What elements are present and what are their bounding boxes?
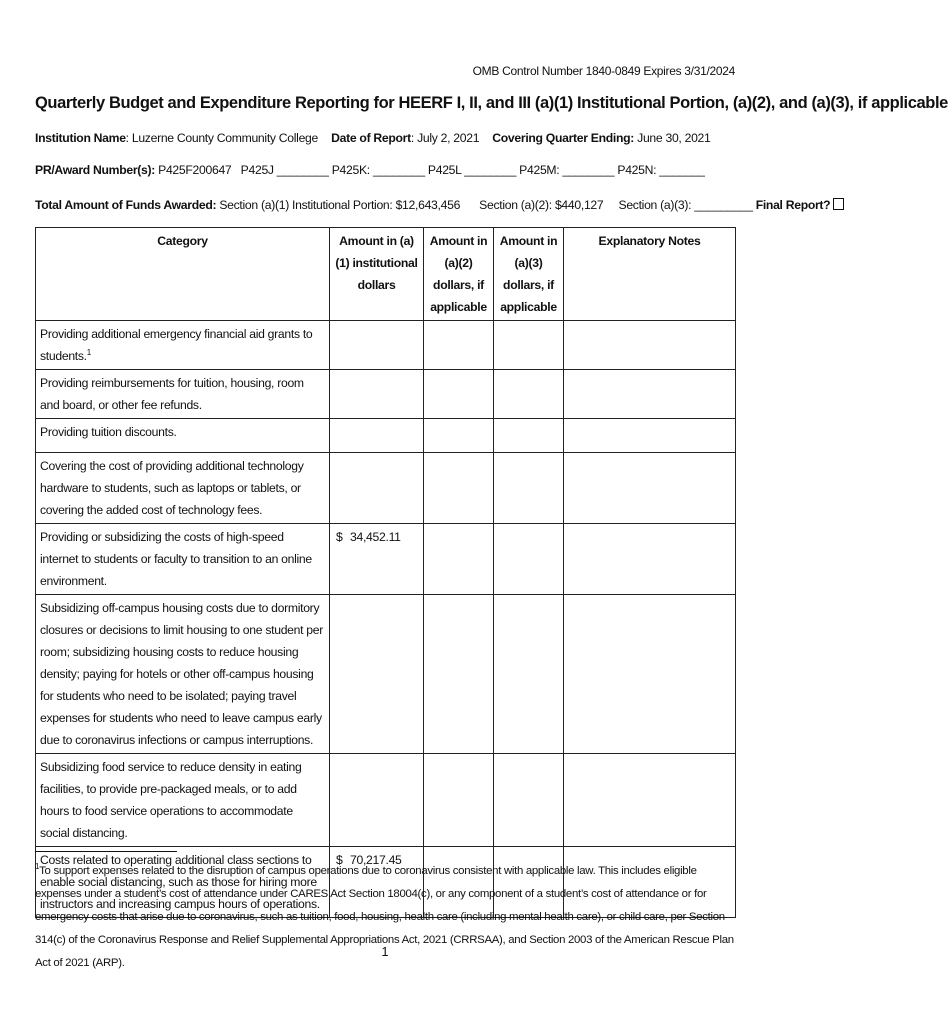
amount-a3-cell[interactable] (494, 370, 564, 419)
amount-a1-cell[interactable] (330, 321, 424, 370)
header-category: Category (36, 228, 330, 321)
header-explanatory-notes: Explanatory Notes (564, 228, 736, 321)
notes-cell[interactable] (564, 419, 736, 453)
institution-name-label: Institution Name (35, 131, 126, 145)
covering-quarter-label: Covering Quarter Ending: (492, 131, 635, 145)
section-a1-total: Section (a)(1) Institutional Portion: $12,643,456 (216, 198, 461, 212)
category-cell: Subsidizing off-campus housing costs due to dormitory closures or decisions to limit housing to one student per room; subsidizing housing costs to reduce housing density; paying for hotels or other off-campus housing for students who need to be isolated; paying travel expenses for students who need to leave campus early due to coronavirus infections or campus interruptions. (36, 595, 330, 754)
table-row (36, 419, 736, 453)
footnote-text: To support expenses related to the disruption of campus operations due to coronavirus consistent with applicable law. This includes eligible expenses under a student’s cost of attendance under CARES Act Section 18004(c), or any component of a student’s cost of attendance or for emergency costs that arise due to coronavirus, such as tuition, food, housing, health care (including mental health care), or child care, per Section 314(c) of the Coronavirus Response and Relief Supplemental Appropriations Act, 2021 (CRRSAA), and Section 2003 of the American Rescue Plan Act of 2021 (ARP). (35, 865, 734, 969)
category-cell: Providing or subsidizing the costs of high-speed internet to students or faculty to transition to an online environment. (36, 524, 330, 595)
page-number: 1 (381, 944, 389, 959)
amount-a2-cell[interactable] (424, 321, 494, 370)
date-of-report-label: Date of Report (331, 131, 411, 145)
covering-quarter-value: June 30, 2021 (634, 131, 711, 145)
total-funds-line (35, 198, 844, 212)
table-header-row (36, 228, 736, 321)
table-row (36, 453, 736, 524)
amount-a1-cell[interactable]: $ 34,452.11 (330, 524, 424, 595)
omb-control-number: OMB Control Number 1840-0849 Expires 3/31/2024 (472, 64, 735, 78)
amount-a1-cell[interactable] (330, 453, 424, 524)
amount-a2-cell[interactable] (424, 370, 494, 419)
footnote-marker: 1 (86, 348, 91, 357)
notes-cell[interactable] (564, 370, 736, 419)
total-funds-label: Total Amount of Funds Awarded: (35, 198, 217, 212)
amount-a1-cell[interactable]: $ 70,217.45 (330, 847, 424, 918)
section-a2-total: Section (a)(2): $440,127 (479, 198, 604, 212)
budget-table (35, 227, 736, 918)
page-title: Quarterly Budget and Expenditure Reporting for HEERF I, II, and III (a)(1) Institutional Portion, (a)(2), and (a)(3), if applicable (35, 94, 948, 112)
institution-name-value: : Luzerne County Community College (125, 131, 319, 145)
amount-a2-cell[interactable] (424, 754, 494, 847)
award-numbers-label: PR/Award Number(s): (35, 163, 156, 177)
notes-cell[interactable] (564, 595, 736, 754)
category-cell: Providing tuition discounts. (36, 419, 330, 453)
award-numbers-value: P425F200647 P425J ________ P425K: ________ P425L ________ P425M: ________ P425N: _______ (155, 163, 705, 177)
amount-a3-cell[interactable] (494, 419, 564, 453)
table-row (36, 321, 736, 370)
category-cell: Covering the cost of providing additional technology hardware to students, such as laptops or tablets, or covering the added cost of technology fees. (36, 453, 330, 524)
footnote-number: 1 (35, 862, 40, 871)
amount-a3-cell[interactable] (494, 524, 564, 595)
date-of-report-value: : July 2, 2021 (410, 131, 480, 145)
amount-a1-cell[interactable] (330, 595, 424, 754)
category-cell: Subsidizing food service to reduce density in eating facilities, to provide pre-packaged meals, or to add hours to food service operations to accommodate social distancing. (36, 754, 330, 847)
category-cell: Providing reimbursements for tuition, housing, room and board, or other fee refunds. (36, 370, 330, 419)
amount-a3-cell[interactable] (494, 754, 564, 847)
notes-cell[interactable] (564, 453, 736, 524)
amount-a2-cell[interactable] (424, 524, 494, 595)
final-report-label: Final Report? (755, 198, 831, 212)
final-report-checkbox[interactable] (833, 198, 844, 210)
amount-a2-cell[interactable] (424, 453, 494, 524)
table-row (36, 595, 736, 754)
table-row (36, 524, 736, 595)
amount-a3-cell[interactable] (494, 453, 564, 524)
institution-line (35, 131, 711, 145)
amount-a2-cell[interactable] (424, 419, 494, 453)
notes-cell[interactable] (564, 524, 736, 595)
amount-a1-cell[interactable] (330, 370, 424, 419)
amount-a3-cell[interactable] (494, 595, 564, 754)
table-row (36, 370, 736, 419)
header-amount-a3: Amount in (a)(3) dollars, if applicable (494, 228, 564, 321)
table-row (36, 754, 736, 847)
award-line (35, 163, 705, 177)
section-a3-total: Section (a)(3): _________ (618, 198, 753, 212)
category-cell: Costs related to operating additional class sections to enable social distancing, such as those for hiring more instructors and increasing campus hours of operations. (36, 847, 330, 918)
notes-cell[interactable] (564, 321, 736, 370)
notes-cell[interactable] (564, 754, 736, 847)
amount-a3-cell[interactable] (494, 321, 564, 370)
footnote-divider (35, 851, 177, 852)
amount-a2-cell[interactable] (424, 595, 494, 754)
amount-a1-cell[interactable] (330, 419, 424, 453)
header-amount-a1: Amount in (a)(1) institutional dollars (330, 228, 424, 321)
category-cell: Providing additional emergency financial aid grants to students.$^1$ (36, 321, 330, 370)
amount-a1-cell[interactable] (330, 754, 424, 847)
header-amount-a2: Amount in (a)(2) dollars, if applicable (424, 228, 494, 321)
